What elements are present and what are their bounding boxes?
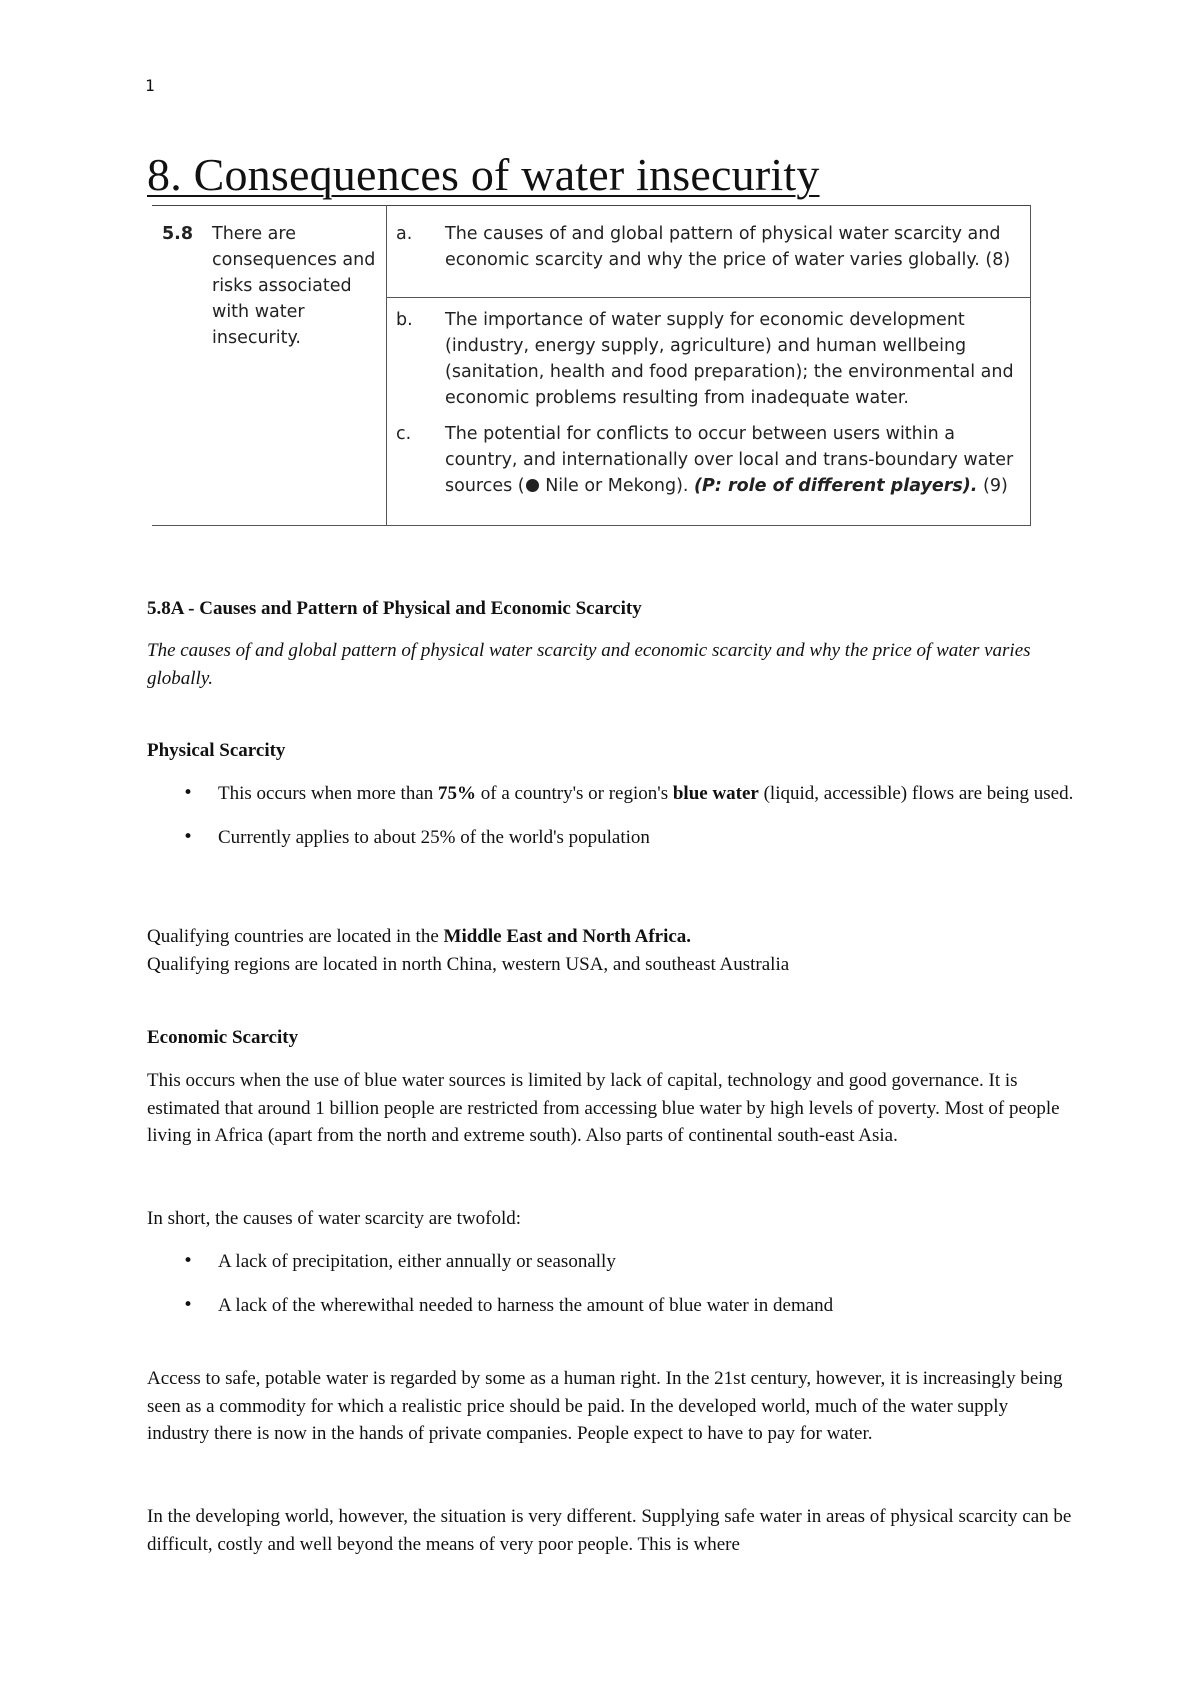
table-row-divider [386,297,1031,298]
item-c-text-middle: Nile or Mekong). [539,476,695,496]
countries-bold: Middle East and North Africa. [443,926,692,947]
list-item: • Currently applies to about 25% of the world's population [147,824,1087,852]
countries-text: Qualifying countries are located in the [147,926,444,947]
bullet-text: (liquid, accessible) flows are being used. [758,783,1074,804]
item-c-text-bold: (P: role of different players). [694,476,978,496]
bullet-text: This occurs when more than [218,783,439,804]
spec-description: There are consequences and risks associated with water insecurity. [212,224,376,348]
human-right-paragraph: Access to safe, potable water is regarded by some as a human right. In the 21st century, however, it is increasingly being seen as a commodity for which a realistic price should be paid. In the developed world, much of the water supply industry there is now in the hands of private companies. People expect to have to pay for water. [147,1368,1063,1444]
table-border-right [1030,205,1031,526]
item-c-text-after: (9) [977,476,1008,496]
item-c-letter: c. [396,424,412,444]
page-number: 1 [145,76,155,95]
table-border-top [152,205,1031,206]
physical-scarcity-heading: Physical Scarcity [147,740,286,761]
section-5-8a-intro: The causes of and global pattern of physical water scarcity and economic scarcity and why the price of water varies globally. [147,640,1031,689]
globe-icon [526,479,539,492]
item-c-text [445,421,1015,499]
physical-scarcity-list [147,780,1087,867]
list-item [147,780,1087,808]
section-5-8a-heading: 5.8A - Causes and Pattern of Physical and Economic Scarcity [147,598,642,619]
specification-table [152,205,1031,525]
bullet-bold-blue-water: blue water [672,783,759,804]
item-b-text: The importance of water supply for economic development (industry, energy supply, agriculture) and human wellbeing (sanitation, health and food preparation); the environmental and economic problems resulting from inadequate water. [445,310,1014,408]
economic-scarcity-heading: Economic Scarcity [147,1027,299,1048]
list-item: • A lack of the wherewithal needed to harness the amount of blue water in demand [147,1292,1087,1320]
item-b-letter: b. [396,310,413,330]
table-border-bottom [152,525,1031,526]
item-a-text: The causes of and global pattern of physical water scarcity and economic scarcity and why the price of water varies globally. (8) [445,224,1011,270]
qualifying-countries [147,923,1087,951]
item-a-letter: a. [396,224,413,244]
bullet-bold-percent: 75% [438,783,477,804]
causes-intro: In short, the causes of water scarcity are twofold: [147,1208,522,1229]
item-c-text-before: The potential for conflicts to occur between users within a country, and internationally over local and trans-boundary water sources ( [445,424,1014,496]
list-item: • A lack of precipitation, either annually or seasonally [147,1248,1087,1276]
qualifying-regions: Qualifying regions are located in north China, western USA, and southeast Australia [147,954,790,975]
causes-list [147,1248,1087,1335]
spec-number: 5.8 [162,224,194,244]
developing-world-paragraph: In the developing world, however, the situation is very different. Supplying safe water in areas of physical scarcity can be difficult, costly and well beyond the means of very poor people. This is where [147,1506,1072,1555]
page-title: 8. Consequences of water insecurity [147,149,820,200]
economic-scarcity-paragraph: This occurs when the use of blue water sources is limited by lack of capital, technology and good governance. It is estimated that around 1 billion people are restricted from accessing blue water by high levels of poverty. Most of people living in Africa (apart from the north and extreme south). Also parts of continental south-east Asia. [147,1070,1060,1146]
table-column-divider [386,205,387,526]
bullet-text: of a country's or region's [476,783,673,804]
